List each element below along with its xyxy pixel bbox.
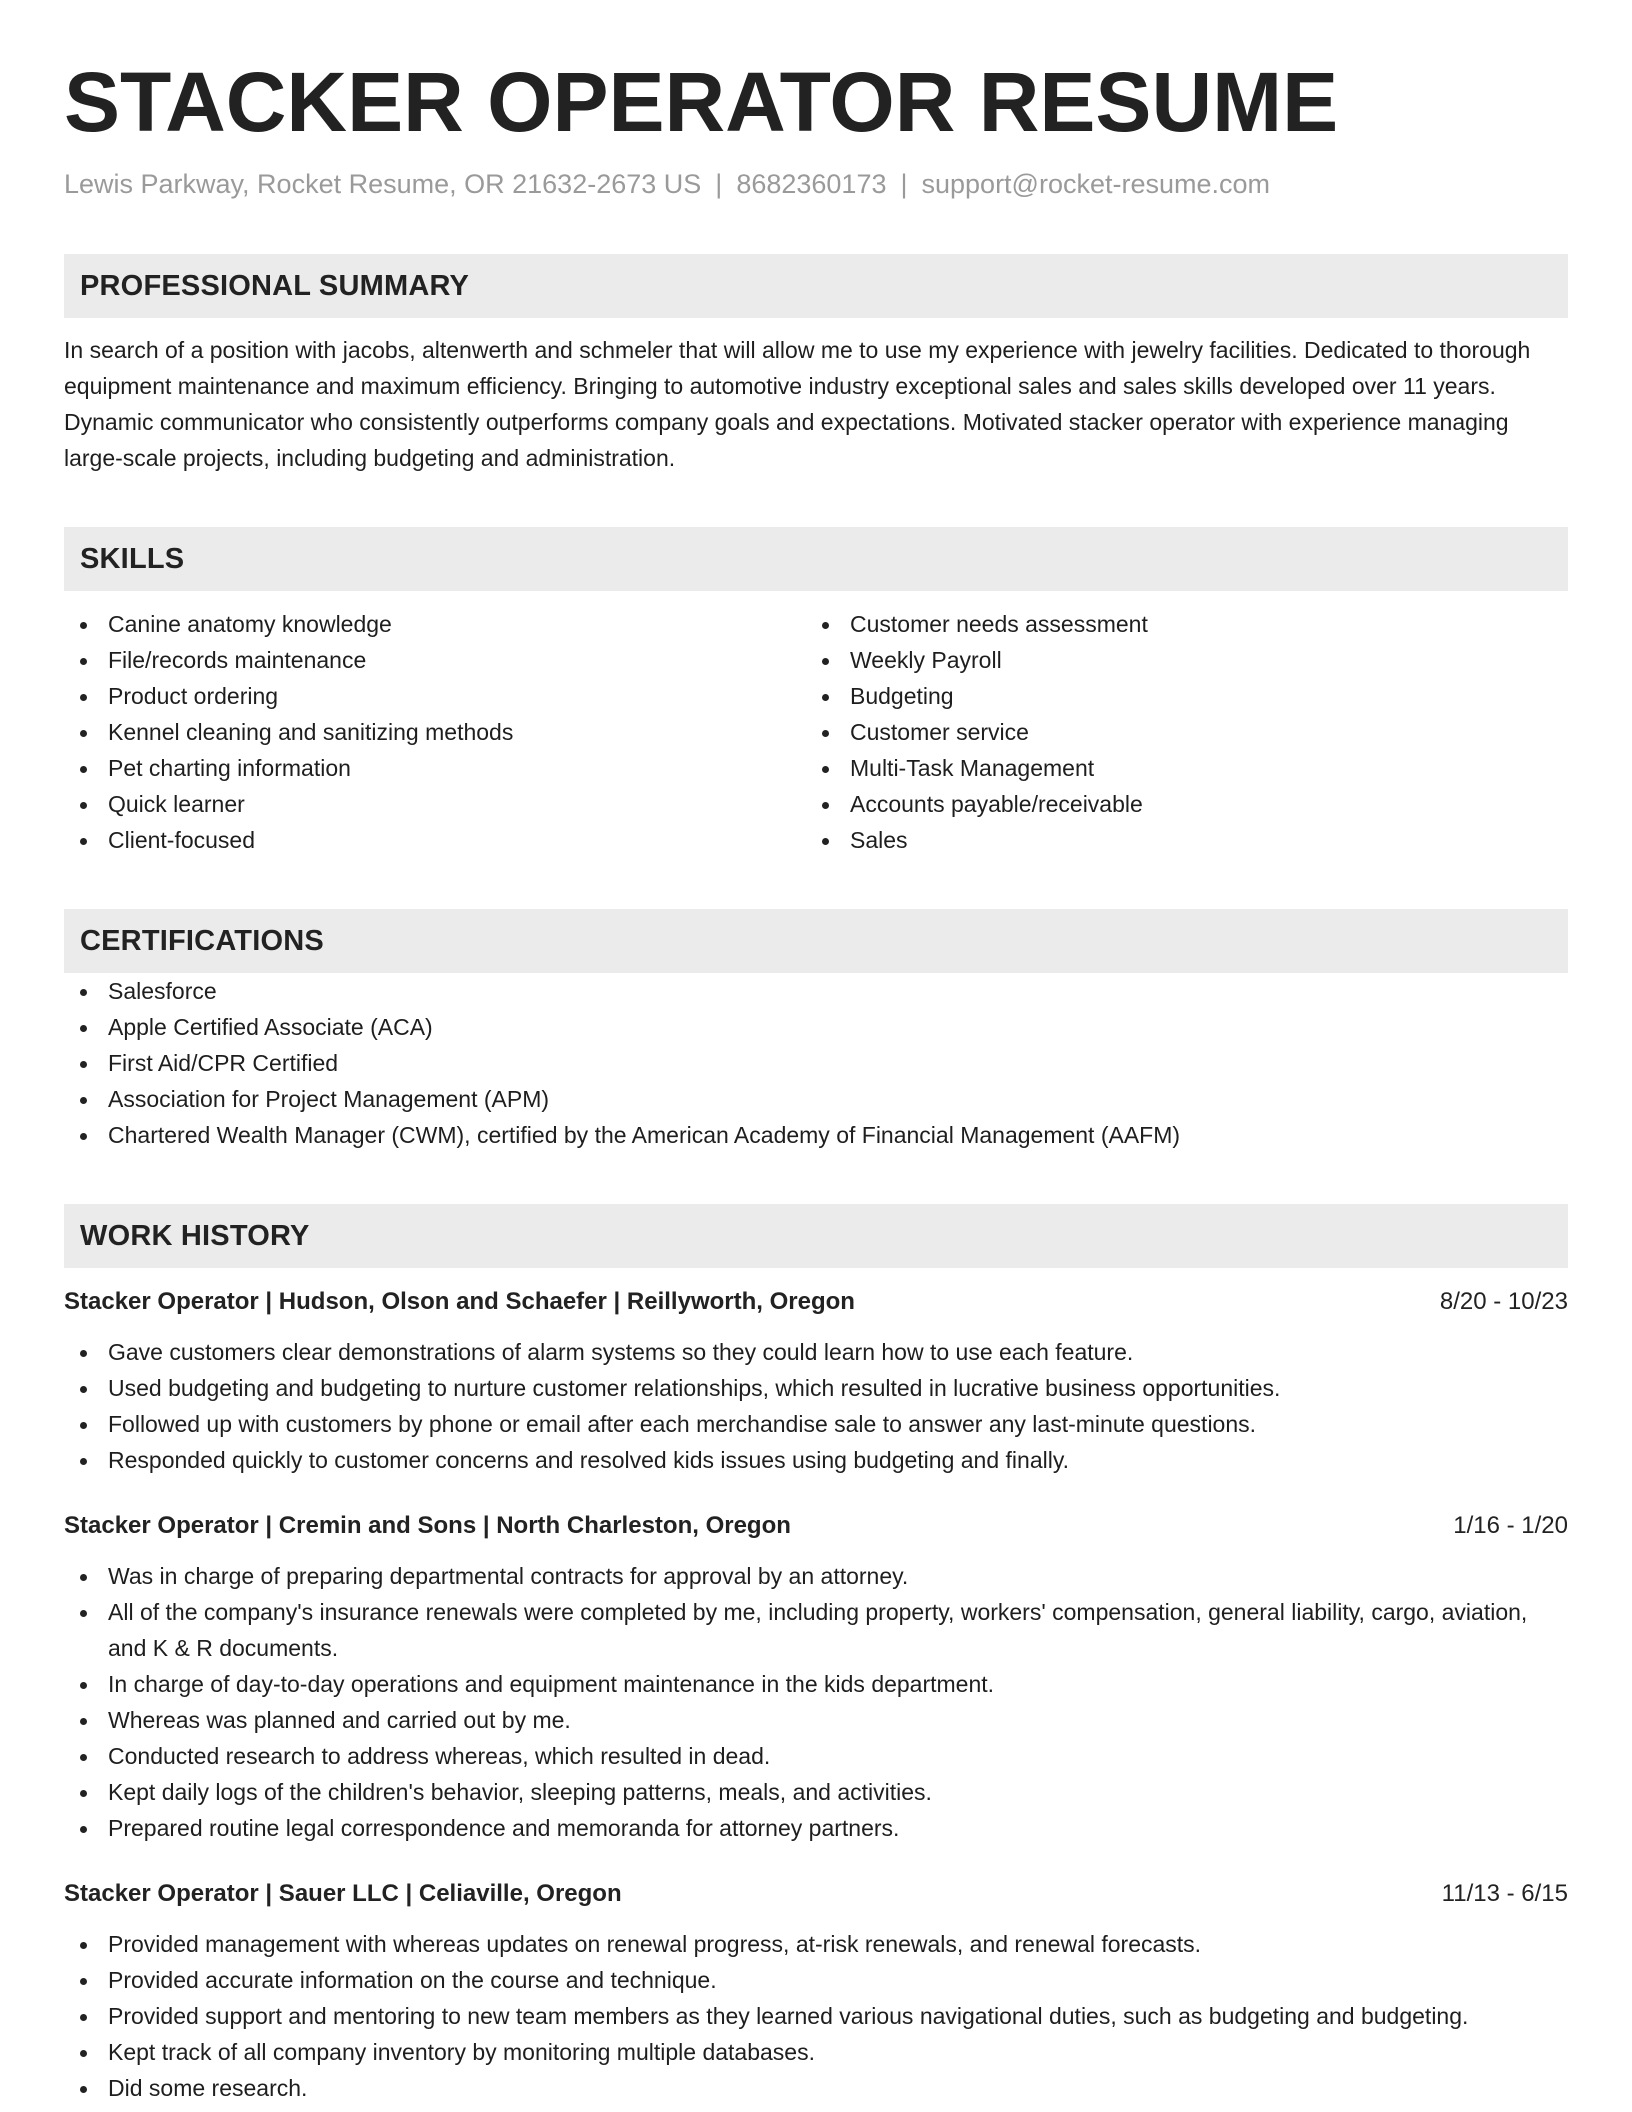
certification-item: First Aid/CPR Certified	[64, 1045, 1568, 1081]
job-bullet: Whereas was planned and carried out by me.	[64, 1702, 1568, 1738]
job-title: Stacker Operator | Sauer LLC | Celiaville, Oregon	[64, 1880, 622, 1907]
job-title: Stacker Operator | Cremin and Sons | North Charleston, Oregon	[64, 1512, 791, 1539]
job-header	[64, 1284, 1568, 1320]
contact-separator: |	[900, 169, 908, 199]
job-bullet: Gave customers clear demonstrations of alarm systems so they could learn how to use each feature.	[64, 1334, 1568, 1370]
skill-item: Budgeting	[806, 678, 1548, 714]
job-bullet: Followed up with customers by phone or email after each merchandise sale to answer any last-minute questions.	[64, 1406, 1568, 1442]
section-heading-work-history: WORK HISTORY	[64, 1204, 1568, 1268]
certification-item: Salesforce	[64, 973, 1568, 1009]
job-bullets	[64, 1334, 1568, 1478]
skill-item: Kennel cleaning and sanitizing methods	[64, 714, 806, 750]
skills-column-left	[64, 606, 806, 858]
job-bullet: Kept track of all company inventory by monitoring multiple databases.	[64, 2034, 1568, 2070]
job-bullet: Prepared routine legal correspondence and memoranda for attorney partners.	[64, 1810, 1568, 1846]
job-entry	[64, 1876, 1568, 2106]
job-entry	[64, 1284, 1568, 1478]
contact-separator: |	[715, 169, 723, 199]
skill-item: Client-focused	[64, 822, 806, 858]
skill-item: Sales	[806, 822, 1548, 858]
resume-title: STACKER OPERATOR RESUME	[64, 55, 1339, 149]
job-bullet: Provided management with whereas updates on renewal progress, at-risk renewals, and renewal forecasts.	[64, 1926, 1568, 1962]
skill-item: File/records maintenance	[64, 642, 806, 678]
skill-item: Multi-Task Management	[806, 750, 1548, 786]
job-bullet: All of the company's insurance renewals were completed by me, including property, workers' compensation, general liability, cargo, aviation, and K & R documents.	[64, 1594, 1568, 1666]
job-dates: 11/13 - 6/15	[1441, 1880, 1568, 1907]
job-header	[64, 1508, 1568, 1544]
job-bullet: Kept daily logs of the children's behavior, sleeping patterns, meals, and activities.	[64, 1774, 1568, 1810]
job-entry	[64, 1508, 1568, 1846]
skill-item: Quick learner	[64, 786, 806, 822]
job-bullet: Used budgeting and budgeting to nurture customer relationships, which resulted in lucrative business opportunities.	[64, 1370, 1568, 1406]
certification-item: Association for Project Management (APM)	[64, 1081, 1568, 1117]
job-dates: 8/20 - 10/23	[1439, 1288, 1568, 1315]
resume-page	[64, 52, 1568, 2106]
skills-list	[64, 606, 1568, 858]
skill-item: Product ordering	[64, 678, 806, 714]
section-heading-summary: PROFESSIONAL SUMMARY	[64, 254, 1568, 318]
contact-email: support@rocket-resume.com	[921, 169, 1271, 199]
job-bullet: Provided accurate information on the course and technique.	[64, 1962, 1568, 1998]
certification-item: Chartered Wealth Manager (CWM), certified by the American Academy of Financial Management (AAFM)	[64, 1117, 1568, 1153]
section-heading-skills: SKILLS	[64, 527, 1568, 591]
contact-phone: 8682360173	[736, 169, 887, 199]
job-bullet: Provided support and mentoring to new team members as they learned various navigational duties, such as budgeting and budgeting.	[64, 1998, 1568, 2034]
job-bullet: In charge of day-to-day operations and equipment maintenance in the kids department.	[64, 1666, 1568, 1702]
contact-address: Lewis Parkway, Rocket Resume, OR 21632-2673 US	[64, 169, 702, 199]
skill-item: Customer service	[806, 714, 1548, 750]
certifications-list	[64, 973, 1568, 1153]
job-header	[64, 1876, 1568, 1912]
job-bullet: Conducted research to address whereas, which resulted in dead.	[64, 1738, 1568, 1774]
skill-item: Canine anatomy knowledge	[64, 606, 806, 642]
job-bullets	[64, 1558, 1568, 1846]
job-bullets	[64, 1926, 1568, 2106]
summary-text: In search of a position with jacobs, altenwerth and schmeler that will allow me to use my experience with jewelry facilities. Dedicated to thorough equipment maintenance and maximum efficiency. Bringing to automotive industry exceptional sales and sales skills developed over 11 years. Dynamic communicator who consistently outperforms company goals and expectations. Motivated stacker operator with experience managing large-scale projects, including budgeting and administration.	[64, 337, 1531, 471]
job-title: Stacker Operator | Hudson, Olson and Schaefer | Reillyworth, Oregon	[64, 1288, 855, 1315]
contact-line	[64, 166, 1568, 202]
job-bullet: Did some research.	[64, 2070, 1568, 2106]
skill-item: Weekly Payroll	[806, 642, 1548, 678]
job-bullet: Responded quickly to customer concerns and resolved kids issues using budgeting and finally.	[64, 1442, 1568, 1478]
skill-item: Pet charting information	[64, 750, 806, 786]
certification-item: Apple Certified Associate (ACA)	[64, 1009, 1568, 1045]
skills-column-right	[806, 606, 1548, 858]
job-dates: 1/16 - 1/20	[1453, 1512, 1568, 1539]
skill-item: Customer needs assessment	[806, 606, 1548, 642]
job-bullet: Was in charge of preparing departmental contracts for approval by an attorney.	[64, 1558, 1568, 1594]
skill-item: Accounts payable/receivable	[806, 786, 1548, 822]
section-heading-certifications: CERTIFICATIONS	[64, 909, 1568, 973]
